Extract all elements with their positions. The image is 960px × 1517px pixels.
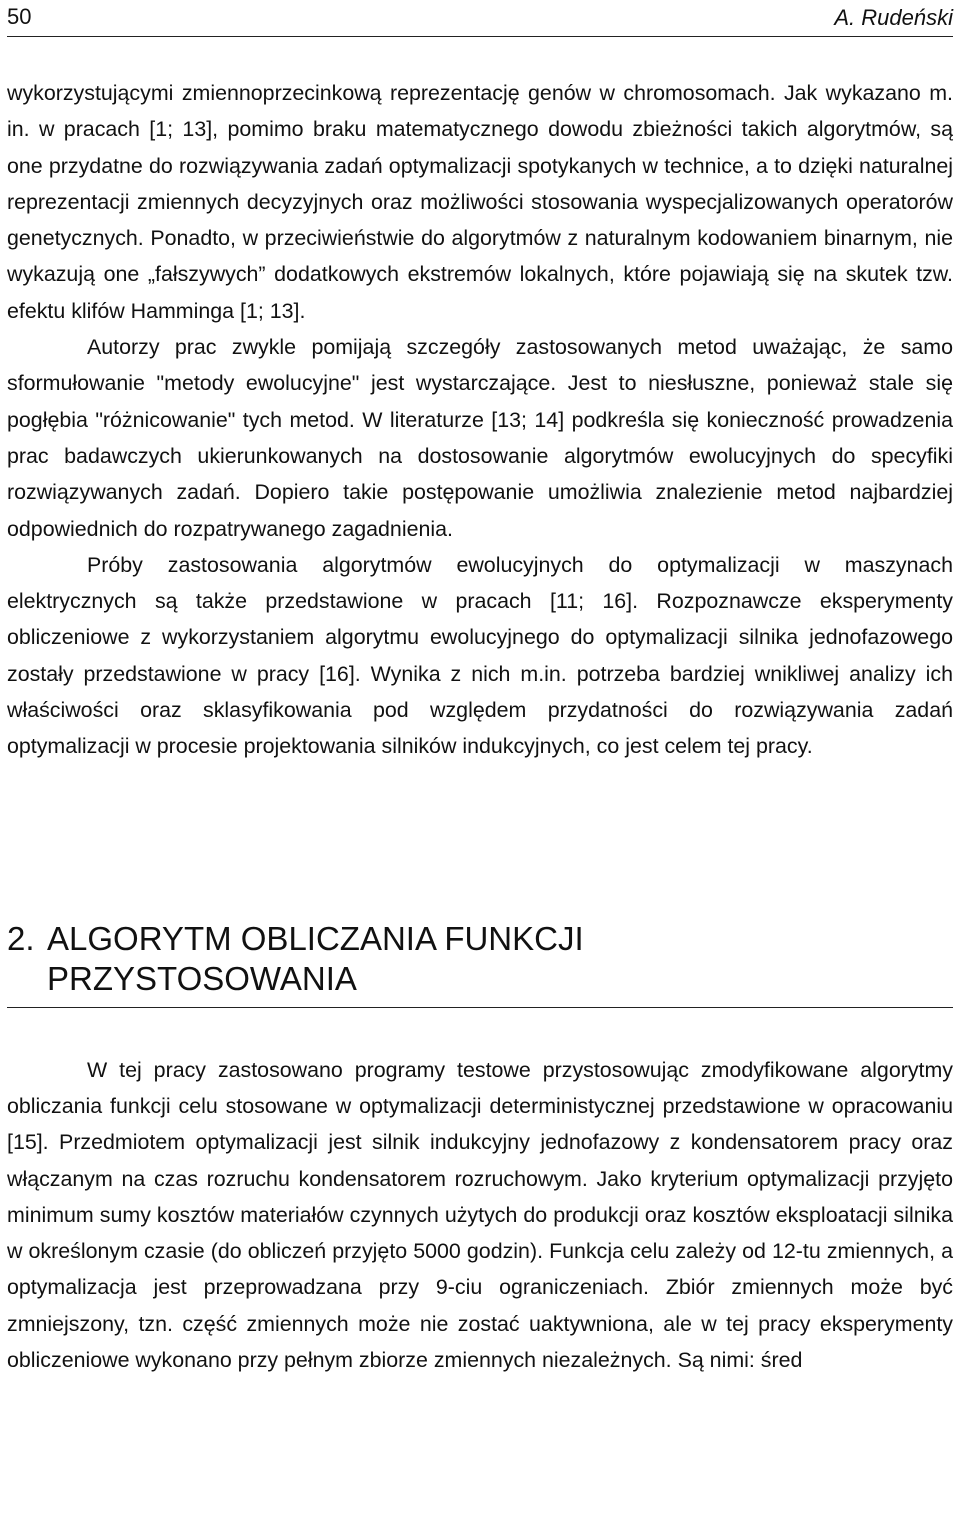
page-header: [7, 0, 953, 37]
paragraph: Próby zastosowania algorytmów ewolucyjnych do optymalizacji w maszynach elektrycznych są także przedstawione w pracach [11; 16]. Rozpoznawcze eksperymenty obliczeniowe z wykorzystaniem algorytmu ewolucyjnego do optymalizacji silnika jednofazowego zostały przedstawione w pracy [16]. Wynika z nich m.in. potrzeba bardziej wnikliwej analizy ich właściwości oraz sklasyfikowania pod względem przydatności do rozwiązywania zadań optymalizacji w procesie projektowania silników indukcyjnych, co jest celem tej pracy.: [7, 552, 953, 759]
section-title-line2: PRZYSTOSOWANIA: [47, 959, 357, 997]
page: [7, 0, 953, 1378]
running-author: A. Rudeński: [834, 5, 953, 30]
paragraph: wykorzystującymi zmiennoprzecinkową reprezentację genów w chromosomach. Jak wykazano m. in. w pracach [1; 13], pomimo braku matematycznego dowodu zbieżności takich algorytmów, są one przydatne do rozwiązywania zadań optymalizacji spotykanych w technice, a to dzięki naturalnej reprezentacji zmiennych decyzyjnych oraz możliwości stosowania wyspecjalizowanych operatorów genetycznych. Ponadto, w przeciwieństwie do algorytmów z naturalnym kodowaniem binarnym, nie wykazują one „fałszywych” dodatkowych ekstremów lokalnych, które pojawiają się na skutek tzw. efektu klifów Hamminga [1; 13].: [7, 81, 953, 323]
section-number: 2.: [7, 919, 35, 957]
paragraph: Autorzy prac zwykle pomijają szczegóły zastosowanych metod uważając, że samo sformułowanie "metody ewolucyjne" jest wystarczające. Jest to niesłuszne, ponieważ stale się pogłębia "różnicowanie" tych metod. W literaturze [13; 14] podkreśla się konieczność prowadzenia prac badawczych ukierunkowanych na dostosowanie algorytmów ewolucyjnych do specyfiki rozwiązywanych zadań. Dopiero takie postępowanie umożliwia znalezienie metod najbardziej odpowiednich do rozpatrywanego zagadnienia.: [7, 335, 953, 541]
section-title-line1: ALGORYTM OBLICZANIA FUNKCJI: [47, 919, 584, 957]
section-heading: [7, 919, 953, 1008]
body-text: [7, 75, 953, 765]
paragraph: W tej pracy zastosowano programy testowe przystosowując zmodyfikowane algorytmy obliczania funkcji celu stosowane w optymalizacji deterministycznej przedstawione w opracowaniu [15]. Przedmiotem optymalizacji jest silnik indukcyjny jednofazowy z kondensatorem pracy oraz włączanym na czas rozruchu kondensatorem rozruchowym. Jako kryterium optymalizacji przyjęto minimum sumy kosztów materiałów czynnych użytych do produkcji oraz kosztów eksploatacji silnika w określonym czasie (do obliczeń przyjęto 5000 godzin). Funkcja celu zależy od 12-tu zmiennych, a optymalizacja jest przeprowadzana przy 9-ciu ograniczeniach. Zbiór zmiennych może być zmniejszony, tzn. część zmiennych może nie zostać uaktywniona, ale w tej pracy eksperymenty obliczeniowe wykonano przy pełnym zbiorze zmiennych niezależnych. Są nimi: śred: [7, 1057, 953, 1373]
section-body: [7, 1052, 953, 1379]
page-number: 50: [7, 4, 32, 29]
section-heading-line1: [7, 919, 953, 959]
